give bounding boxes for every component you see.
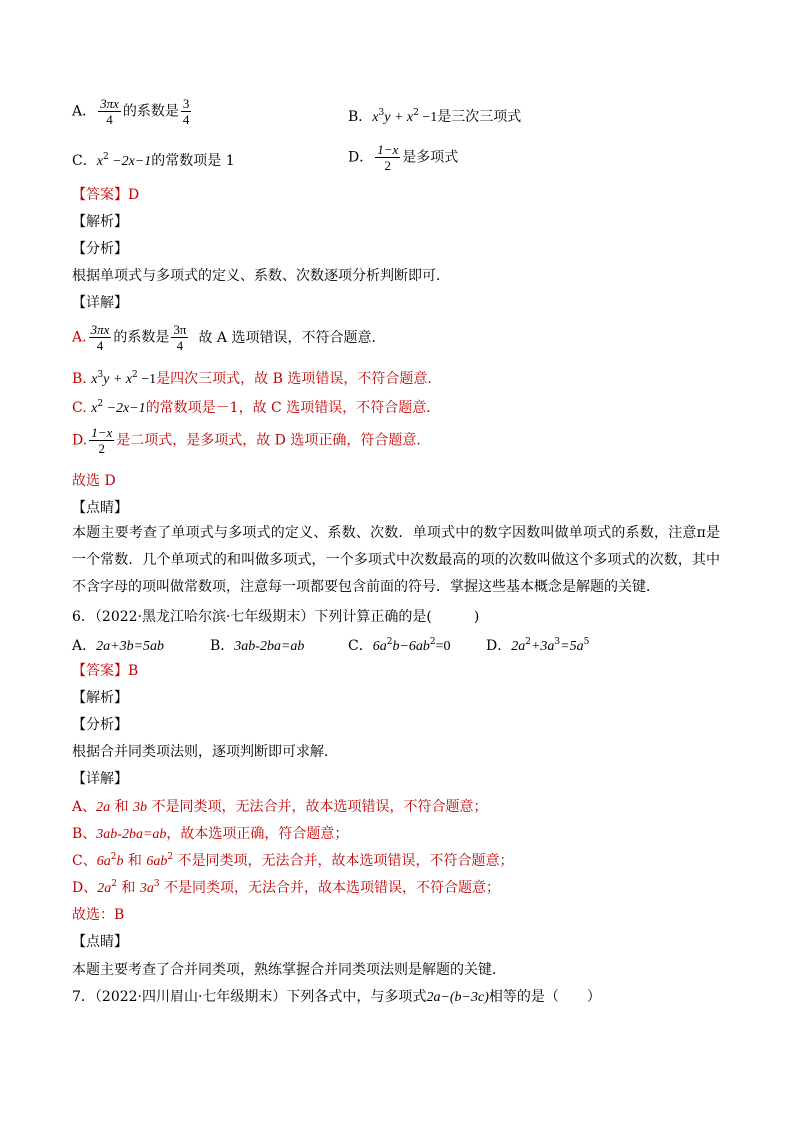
q5-detail-d: D. $\frac{1-x}{2}$ 是二项式，是多项式，故 D 选项正确，符合题意． bbox=[72, 425, 431, 456]
fraction: $\frac{3\pi x}{4}$ bbox=[100, 96, 119, 127]
fraction: $\frac{3\pi x}{4}$ bbox=[90, 322, 110, 353]
q5-detail-b: B. $x^3y + x^2 -1$是四次三项式，故 B 选项错误，不符合题意． bbox=[72, 370, 442, 387]
q6-detail-c: C、$6a^2b$ 和 $6ab^2$ 不是同类项，无法合并，故本选项错误，不符合题意； bbox=[72, 852, 514, 869]
q6-detail-a: A、2a 和 3b 不是同类项，无法合并，故本选项错误，不符合题意； bbox=[72, 799, 488, 815]
q5-xiangjie-heading: 【详解】 bbox=[72, 295, 128, 311]
fraction: $\frac{3}{4}$ bbox=[182, 96, 190, 127]
q6-fenxi-text: 根据合并同类项法则，逐项判断即可求解． bbox=[72, 744, 338, 760]
q5-dianjing-heading: 【点睛】 bbox=[72, 500, 128, 516]
option-letter: B． bbox=[348, 109, 373, 125]
fraction: $\frac{3\pi}{4}$ bbox=[173, 322, 187, 353]
q6-dianjing-text: 本题主要考查了合并同类项，熟练掌握合并同类项法则是解题的关键． bbox=[72, 962, 506, 978]
q6-option-b: B．3ab-2ba=ab bbox=[210, 638, 305, 654]
q6-option-a: A．2a+3b=5ab bbox=[72, 638, 165, 654]
option-letter: D． bbox=[348, 149, 374, 166]
q5-fenxi-heading: 【分析】 bbox=[72, 241, 128, 257]
q6-fenxi-heading: 【分析】 bbox=[72, 717, 128, 733]
q5-guxuan: 故选 D bbox=[72, 473, 116, 489]
q6-xiangjie-heading: 【详解】 bbox=[72, 771, 128, 787]
q5-option-b: B．$x^3y + x^2 -1$是三次三项式 bbox=[348, 108, 522, 125]
q6-jiexi-heading: 【解析】 bbox=[72, 690, 128, 706]
q5-detail-a: A. $\frac{3\pi x}{4}$ 的系数是 $\frac{3\pi}{4}$ 故 A 选项错误，不符合题意． bbox=[72, 322, 386, 353]
q5-fenxi-text: 根据单项式与多项式的定义、系数、次数逐项分析判断即可． bbox=[72, 268, 450, 284]
q5-jiexi-heading: 【解析】 bbox=[72, 214, 128, 230]
q6-guxuan: 故选：B bbox=[72, 907, 125, 923]
option-text: 的系数是 bbox=[122, 103, 179, 120]
option-letter: C． bbox=[72, 153, 97, 169]
q5-option-c: C．$x^2 -2x-1$的常数项是 1 bbox=[72, 152, 235, 169]
fraction: $\frac{1-x}{2}$ bbox=[377, 142, 399, 173]
q6-dianjing-heading: 【点睛】 bbox=[72, 934, 128, 950]
fraction: $\frac{1-x}{2}$ bbox=[91, 425, 113, 456]
q5-option-a bbox=[72, 96, 193, 127]
q5-answer: 【答案】D bbox=[72, 187, 140, 203]
q5-detail-c: C. $x^2 -2x-1$的常数项是－1，故 C 选项错误，不符合题意． bbox=[72, 399, 441, 416]
q6-option-c: C．$6a^2b-6ab^2=0$ bbox=[348, 637, 451, 654]
q6-option-d: D．$2a^2+3a^3=5a^5$ bbox=[486, 637, 590, 654]
option-text: 是多项式 bbox=[402, 149, 459, 166]
option-text: 的常数项是 1 bbox=[151, 153, 235, 169]
q6-detail-d: D、$2a^2$ 和 $3a^3$ 不是同类项，无法合并，故本选项错误，不符合题意； bbox=[72, 879, 501, 896]
option-letter: A． bbox=[72, 103, 97, 120]
q7-stem: 7．（2022·四川眉山·七年级期末）下列各式中，与多项式2a−(b−3c)相等的是（ ） bbox=[72, 989, 601, 1005]
q5-option-d bbox=[348, 142, 458, 173]
q5-dianjing-text: 本题主要考查了单项式与多项式的定义、系数、次数．单项式中的数字因数叫做单项式的系数，注意π是一个常数．几个单项式的和叫做多项式，一个多项式中次数最高的项的次数叫做这个多项式的次数，其中不含字母的项叫做常数项，注意每一项都要包含前面的符号．掌握这些基本概念是解题的关键． bbox=[72, 525, 720, 595]
option-text: 是三次三项式 bbox=[437, 109, 522, 125]
q6-answer: 【答案】B bbox=[72, 663, 139, 679]
q6-detail-b: B、3ab-2ba=ab，故本选项正确，符合题意； bbox=[72, 826, 349, 842]
q6-stem: 6．（2022·黑龙江哈尔滨·七年级期末）下列计算正确的是( ) bbox=[72, 609, 480, 625]
